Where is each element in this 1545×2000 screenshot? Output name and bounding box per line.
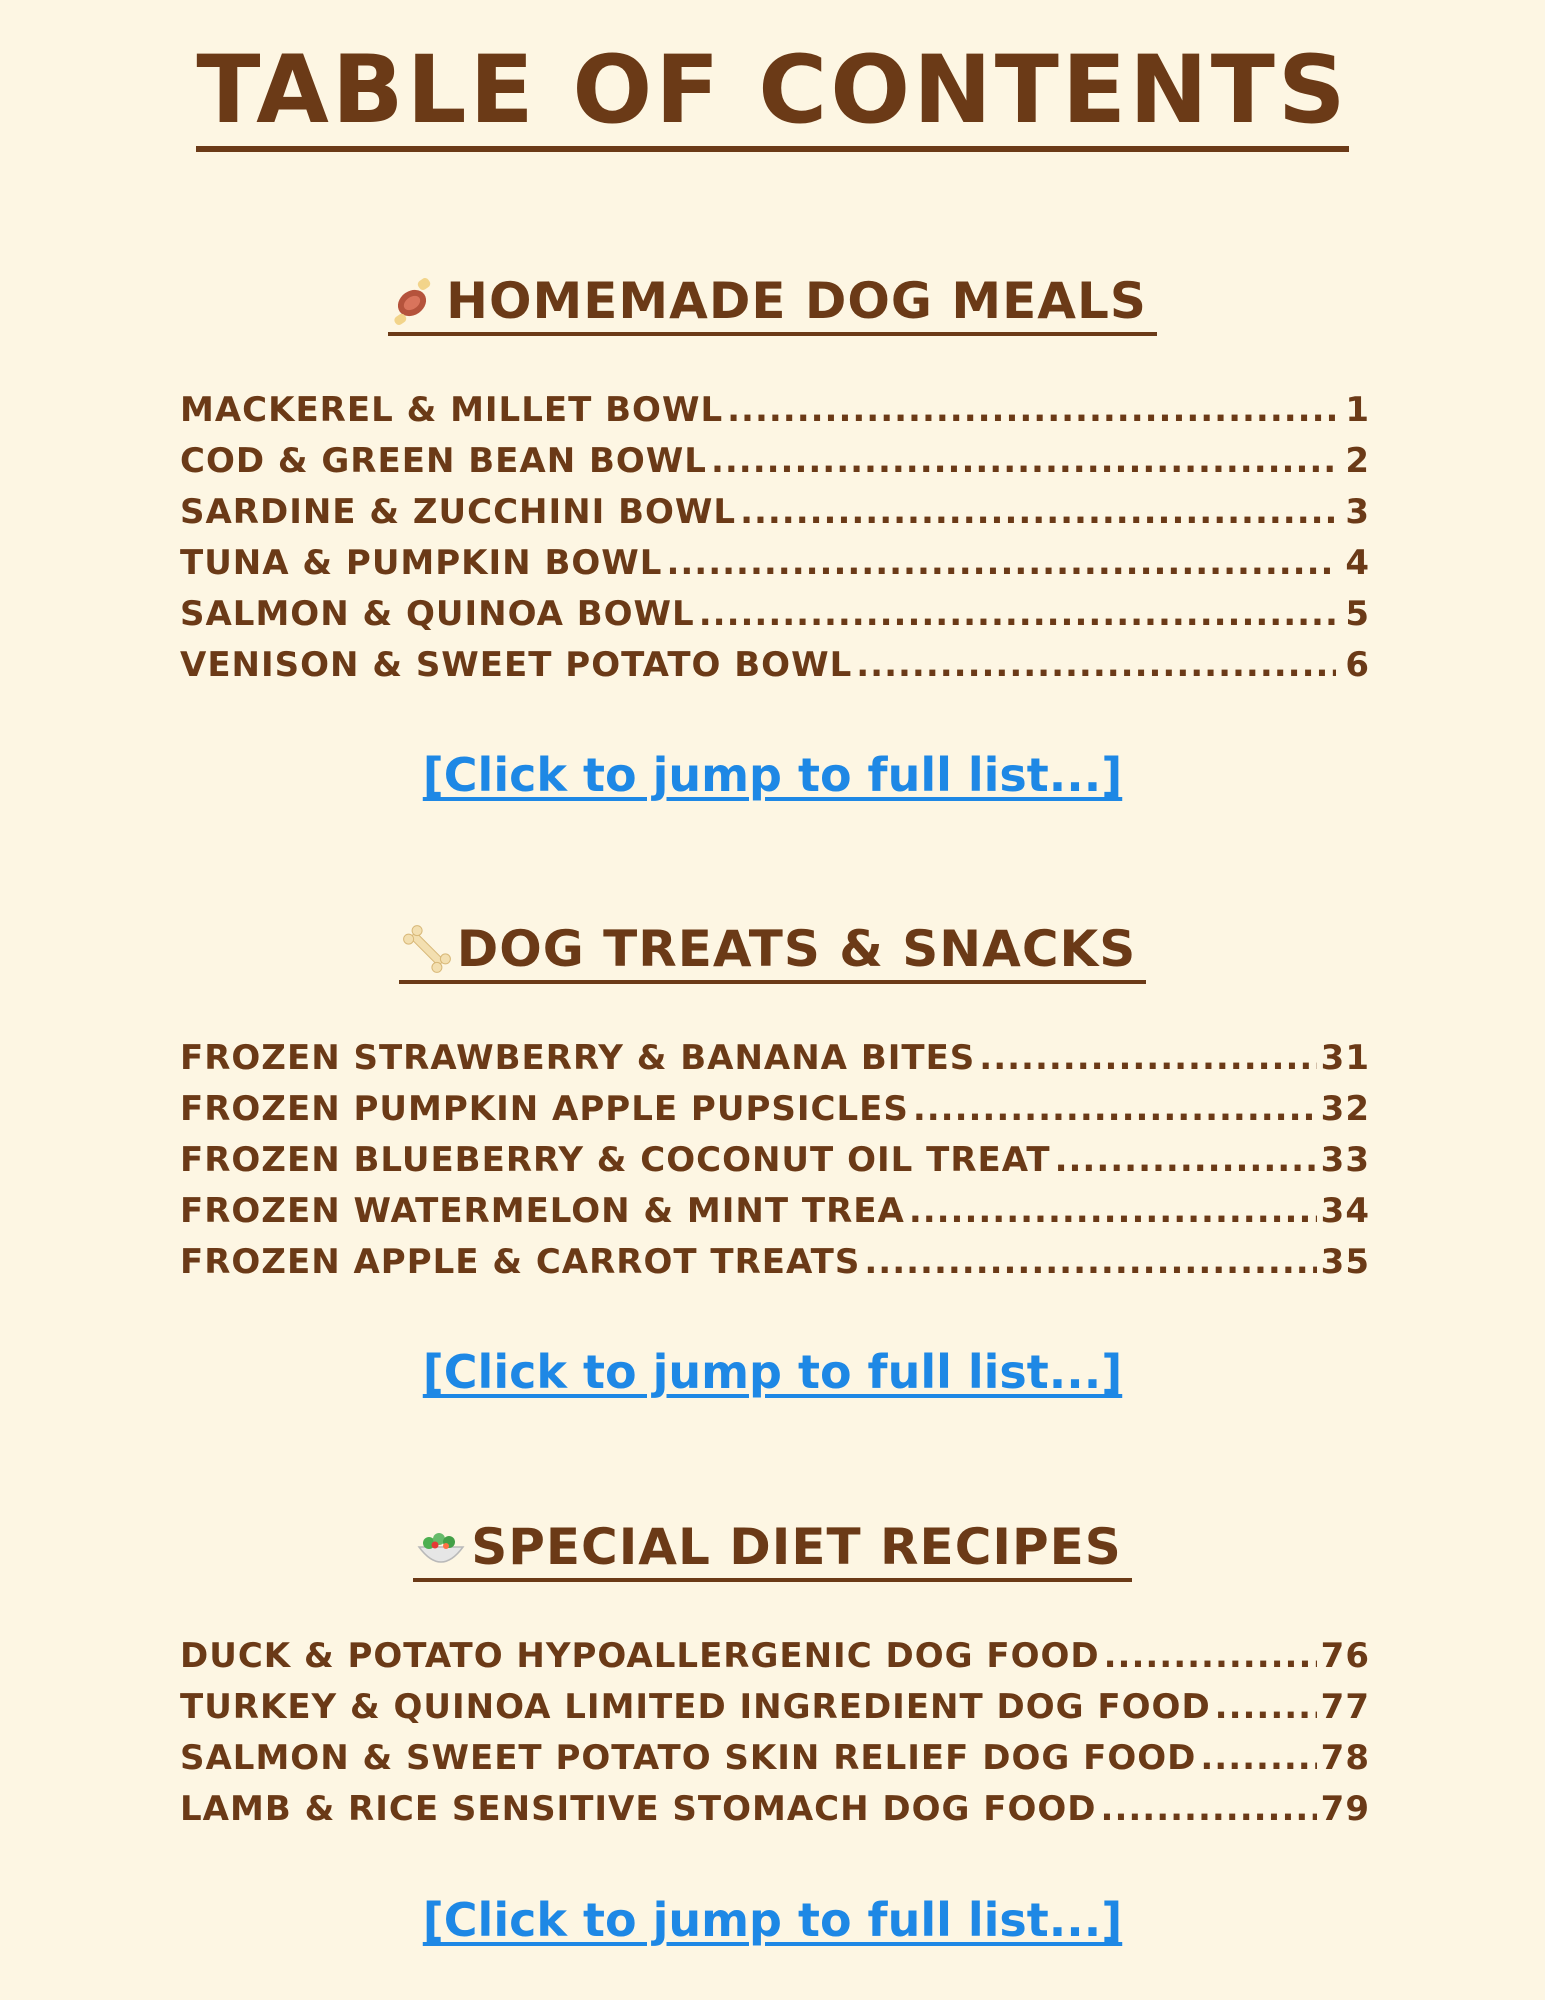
page-number: 35 (1320, 1242, 1370, 1282)
page-number: 3 (1345, 492, 1370, 532)
list-item[interactable] (180, 492, 1370, 543)
salad-bowl-icon (413, 1519, 469, 1575)
leader-dots (864, 1242, 1316, 1282)
list-item[interactable] (180, 1789, 1370, 1840)
page-title-wrap (0, 36, 1545, 152)
jump-link-wrap (0, 1893, 1545, 1947)
leader-dots (1104, 1636, 1317, 1676)
jump-link-wrap (0, 1345, 1545, 1399)
leader-dots (711, 441, 1336, 481)
entry-label: SARDINE & ZUCCHINI BOWL (180, 492, 737, 532)
page-number: 2 (1345, 441, 1370, 481)
page-number: 34 (1320, 1191, 1370, 1231)
list-item[interactable] (180, 1687, 1370, 1738)
leader-dots (979, 1038, 1316, 1078)
list-item[interactable] (180, 645, 1370, 696)
page-number: 1 (1345, 390, 1370, 430)
leader-dots (666, 543, 1336, 583)
page-number: 79 (1320, 1789, 1370, 1829)
entry-label: COD & GREEN BEAN BOWL (180, 441, 707, 481)
meat-icon (388, 273, 444, 329)
list-item[interactable] (180, 1242, 1370, 1293)
entry-label: FROZEN BLUEBERRY & COCONUT OIL TREAT (180, 1140, 1051, 1180)
entry-list-special-diet (180, 1636, 1370, 1840)
list-item[interactable] (180, 1140, 1370, 1191)
leader-dots (856, 645, 1336, 685)
section-heading-special-diet (0, 1516, 1545, 1582)
entry-label: FROZEN STRAWBERRY & BANANA BITES (180, 1038, 976, 1078)
bone-icon (399, 921, 455, 977)
section-heading-label: SPECIAL DIET RECIPES (471, 1518, 1122, 1576)
jump-to-full-list-link[interactable]: [Click to jump to full list...] (422, 748, 1123, 802)
jump-to-full-list-link[interactable]: [Click to jump to full list...] (422, 1893, 1123, 1947)
jump-to-full-list-link[interactable]: [Click to jump to full list...] (422, 1345, 1123, 1399)
page-number: 31 (1320, 1038, 1370, 1078)
page-number: 33 (1320, 1140, 1370, 1180)
leader-dots (1055, 1140, 1317, 1180)
jump-link-wrap (0, 748, 1545, 802)
page-number: 6 (1345, 645, 1370, 685)
entry-label: FROZEN WATERMELON & MINT TREA (180, 1191, 905, 1231)
section-heading-label: DOG TREATS & SNACKS (456, 920, 1137, 978)
page-number: 5 (1345, 594, 1370, 634)
entry-label: LAMB & RICE SENSITIVE STOMACH DOG FOOD (180, 1789, 1097, 1829)
entry-label: DUCK & POTATO HYPOALLERGENIC DOG FOOD (180, 1636, 1100, 1676)
leader-dots (1215, 1687, 1317, 1727)
list-item[interactable] (180, 1038, 1370, 1089)
list-item[interactable] (180, 390, 1370, 441)
leader-dots (1200, 1738, 1316, 1778)
entry-label: SALMON & SWEET POTATO SKIN RELIEF DOG FOOD (180, 1738, 1197, 1778)
list-item[interactable] (180, 1191, 1370, 1242)
entry-label: TURKEY & QUINOA LIMITED INGREDIENT DOG FOOD (180, 1687, 1211, 1727)
entry-label: MACKEREL & MILLET BOWL (180, 390, 724, 430)
entry-label: TUNA & PUMPKIN BOWL (180, 543, 663, 583)
entry-list-treats-snacks (180, 1038, 1370, 1293)
section-heading-homemade-meals (0, 270, 1545, 336)
page-number: 77 (1320, 1687, 1370, 1727)
leader-dots (1101, 1789, 1317, 1829)
list-item[interactable] (180, 441, 1370, 492)
section-heading-label: HOMEMADE DOG MEALS (446, 272, 1147, 330)
list-item[interactable] (180, 594, 1370, 645)
page-number: 76 (1320, 1636, 1370, 1676)
leader-dots (699, 594, 1336, 634)
page-number: 78 (1320, 1738, 1370, 1778)
entry-list-homemade-meals (180, 390, 1370, 696)
leader-dots (727, 390, 1336, 430)
leader-dots (913, 1089, 1317, 1129)
section-heading-treats-snacks (0, 918, 1545, 984)
entry-label: SALMON & QUINOA BOWL (180, 594, 695, 634)
page-number: 32 (1320, 1089, 1370, 1129)
list-item[interactable] (180, 1636, 1370, 1687)
page-title: TABLE OF CONTENTS (196, 36, 1348, 152)
entry-label: VENISON & SWEET POTATO BOWL (180, 645, 853, 685)
entry-label: FROZEN APPLE & CARROT TREATS (180, 1242, 861, 1282)
page-number: 4 (1345, 543, 1370, 583)
list-item[interactable] (180, 1089, 1370, 1140)
list-item[interactable] (180, 1738, 1370, 1789)
leader-dots (909, 1191, 1317, 1231)
list-item[interactable] (180, 543, 1370, 594)
leader-dots (740, 492, 1336, 532)
entry-label: FROZEN PUMPKIN APPLE PUPSICLES (180, 1089, 909, 1129)
